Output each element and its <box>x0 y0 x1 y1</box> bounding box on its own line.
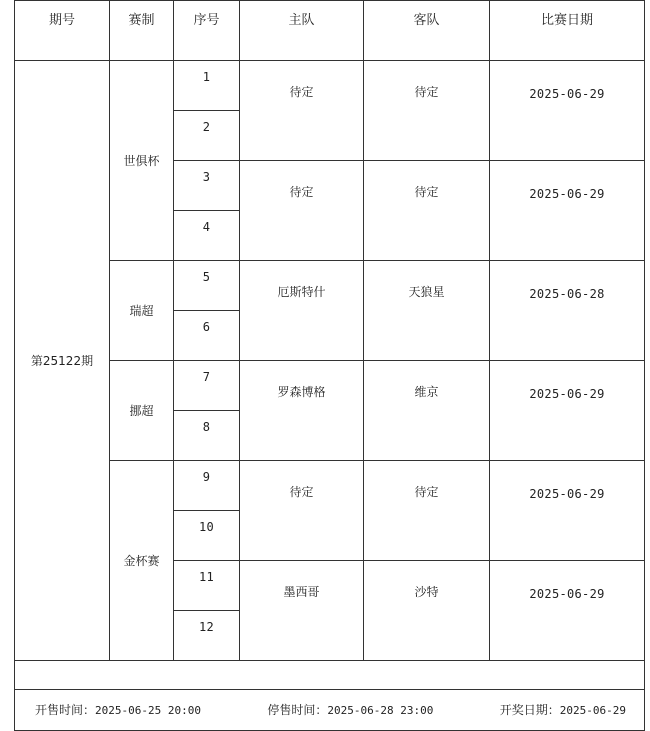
issue-cell: 第25122期 <box>15 61 110 661</box>
footer-cell <box>15 690 645 731</box>
match-date-cell: 2025-06-29 <box>490 361 645 461</box>
seq-cell: 11 <box>174 561 240 611</box>
header-home: 主队 <box>240 1 364 61</box>
away-team-cell: 待定 <box>364 61 490 161</box>
draw-date-label: 开奖日期： <box>499 702 560 717</box>
seq-cell: 5 <box>174 261 240 311</box>
table-row <box>15 261 645 311</box>
sale-start-value: 2025-06-25 20:00 <box>95 703 201 717</box>
header-seq: 序号 <box>174 1 240 61</box>
home-team-cell: 待定 <box>240 461 364 561</box>
home-team-cell: 墨西哥 <box>240 561 364 661</box>
seq-cell: 4 <box>174 211 240 261</box>
seq-cell: 2 <box>174 111 240 161</box>
footer-row <box>15 690 645 731</box>
seq-cell: 3 <box>174 161 240 211</box>
match-date-cell: 2025-06-29 <box>490 161 645 261</box>
competition-cell: 世俱杯 <box>110 61 174 261</box>
seq-cell: 6 <box>174 311 240 361</box>
header-issue: 期号 <box>15 1 110 61</box>
match-date-cell: 2025-06-29 <box>490 61 645 161</box>
match-date-cell: 2025-06-29 <box>490 561 645 661</box>
table-row <box>15 361 645 411</box>
seq-cell: 1 <box>174 61 240 111</box>
match-date-cell: 2025-06-29 <box>490 461 645 561</box>
seq-cell: 12 <box>174 611 240 661</box>
seq-cell: 7 <box>174 361 240 411</box>
competition-cell: 挪超 <box>110 361 174 461</box>
draw-date-value: 2025-06-29 <box>559 703 626 717</box>
spacer-row <box>15 661 645 690</box>
home-team-cell: 待定 <box>240 61 364 161</box>
seq-cell: 9 <box>174 461 240 511</box>
competition-cell: 金杯赛 <box>110 461 174 661</box>
header-away: 客队 <box>364 1 490 61</box>
footer-info <box>15 703 644 718</box>
header-row <box>15 1 645 61</box>
table-row <box>15 61 645 111</box>
away-team-cell: 维京 <box>364 361 490 461</box>
header-competition: 赛制 <box>110 1 174 61</box>
sale-stop-info <box>267 703 433 718</box>
header-date: 比赛日期 <box>490 1 645 61</box>
schedule-table <box>14 0 645 731</box>
table-row <box>15 461 645 511</box>
match-date-cell: 2025-06-28 <box>490 261 645 361</box>
away-team-cell: 待定 <box>364 461 490 561</box>
spacer-cell <box>15 661 645 690</box>
away-team-cell: 天狼星 <box>364 261 490 361</box>
draw-date-info <box>500 703 626 718</box>
seq-cell: 10 <box>174 511 240 561</box>
away-team-cell: 待定 <box>364 161 490 261</box>
competition-cell: 瑞超 <box>110 261 174 361</box>
sale-start-label: 开售时间： <box>35 702 96 717</box>
home-team-cell: 罗森博格 <box>240 361 364 461</box>
seq-cell: 8 <box>174 411 240 461</box>
home-team-cell: 厄斯特什 <box>240 261 364 361</box>
sale-stop-label: 停售时间： <box>267 702 328 717</box>
away-team-cell: 沙特 <box>364 561 490 661</box>
home-team-cell: 待定 <box>240 161 364 261</box>
sale-start-info <box>35 703 201 718</box>
sale-stop-value: 2025-06-28 23:00 <box>327 703 434 717</box>
